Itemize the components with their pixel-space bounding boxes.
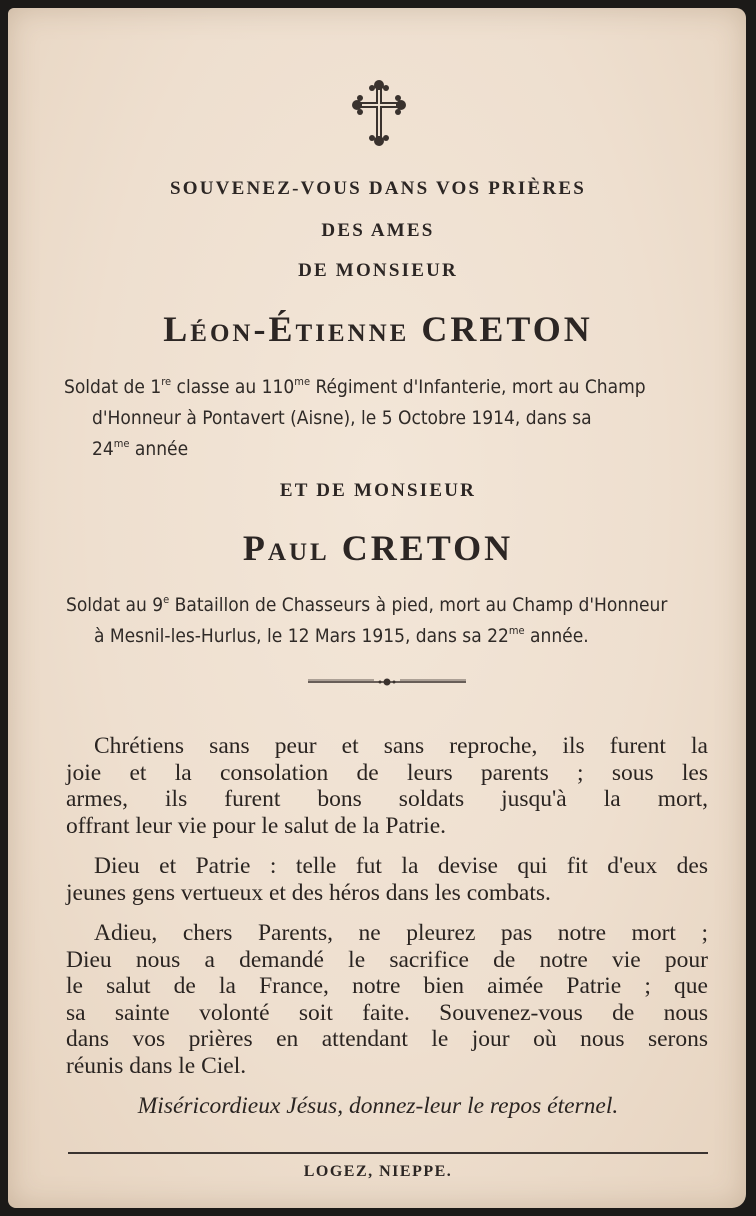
paragraph-line: jeunes gens vertueux et des héros dans les combats.	[66, 879, 551, 906]
paragraph-line: le salut de la France, notre bien aimée Patrie ; que	[66, 973, 708, 999]
closing-prayer: Miséricordieux Jésus, donnez-leur le repos éternel.	[137, 1093, 619, 1119]
paragraph-1	[66, 733, 708, 839]
paragraph-line: joie et la consolation de leurs parents ; sous les	[66, 759, 708, 786]
connector-line: ET DE MONSIEUR	[279, 480, 477, 501]
person1-notice-line: Soldat de 1re classe au $110^{me}$ Régiment d'Infanterie, mort au Champ	[64, 375, 646, 398]
printer-credit: LOGEZ, NIEPPE.	[303, 1163, 453, 1180]
paragraph-line: sa sainte volonté soit faite. Souvenez-vous de nous	[66, 999, 708, 1026]
paragraph-line: réunis dans le Ciel.	[66, 1052, 247, 1079]
person2-name: Paul CRETON	[242, 528, 514, 568]
paragraph-line: offrant leur vie pour le salut de la Patrie.	[66, 812, 447, 839]
header-line-3: DE MONSIEUR	[298, 260, 458, 281]
paragraph-line: armes, ils furent bons soldats jusqu'à la mort,	[66, 786, 708, 812]
cross-icon	[352, 78, 406, 148]
paragraph-3	[66, 920, 708, 1079]
person1-name: Léon-Étienne CRETON	[163, 309, 593, 349]
person1-notice-line: d'Honneur à Pontavert (Aisne), le 5 Octobre 1914, dans sa	[92, 407, 592, 429]
paragraph-line: Chrétiens sans peur et sans reproche, ils furent la	[94, 733, 708, 759]
paragraph-line: dans vos prières en attendant le jour où nous serons	[66, 1026, 708, 1052]
header-line-1: SOUVENEZ-VOUS DANS VOS PRIÈRES	[170, 178, 586, 199]
paragraph-line: Adieu, chers Parents, ne pleurez pas notre mort ;	[94, 920, 708, 946]
paragraph-line: Dieu et Patrie : telle fut la devise qui fit d'eux des	[94, 853, 708, 879]
person2-notice-line: Soldat au 9e Bataillon de Chasseurs à pied, mort au Champ d'Honneur	[66, 593, 668, 616]
ornament-divider	[308, 676, 466, 688]
person2-notice	[66, 590, 667, 652]
footer-rule	[68, 1152, 708, 1154]
paragraph-2	[66, 853, 708, 906]
person1-notice-line: $24^{me}$ année	[92, 437, 189, 460]
person2-notice-line: à Mesnil-les-Hurlus, le 12 Mars 1915, dans sa $22^{me}$ année.	[94, 624, 589, 647]
person1-notice	[64, 372, 646, 465]
header-line-2: DES AMES	[321, 220, 435, 241]
paragraph-line: Dieu nous a demandé le sacrifice de notre vie pour	[66, 946, 708, 973]
